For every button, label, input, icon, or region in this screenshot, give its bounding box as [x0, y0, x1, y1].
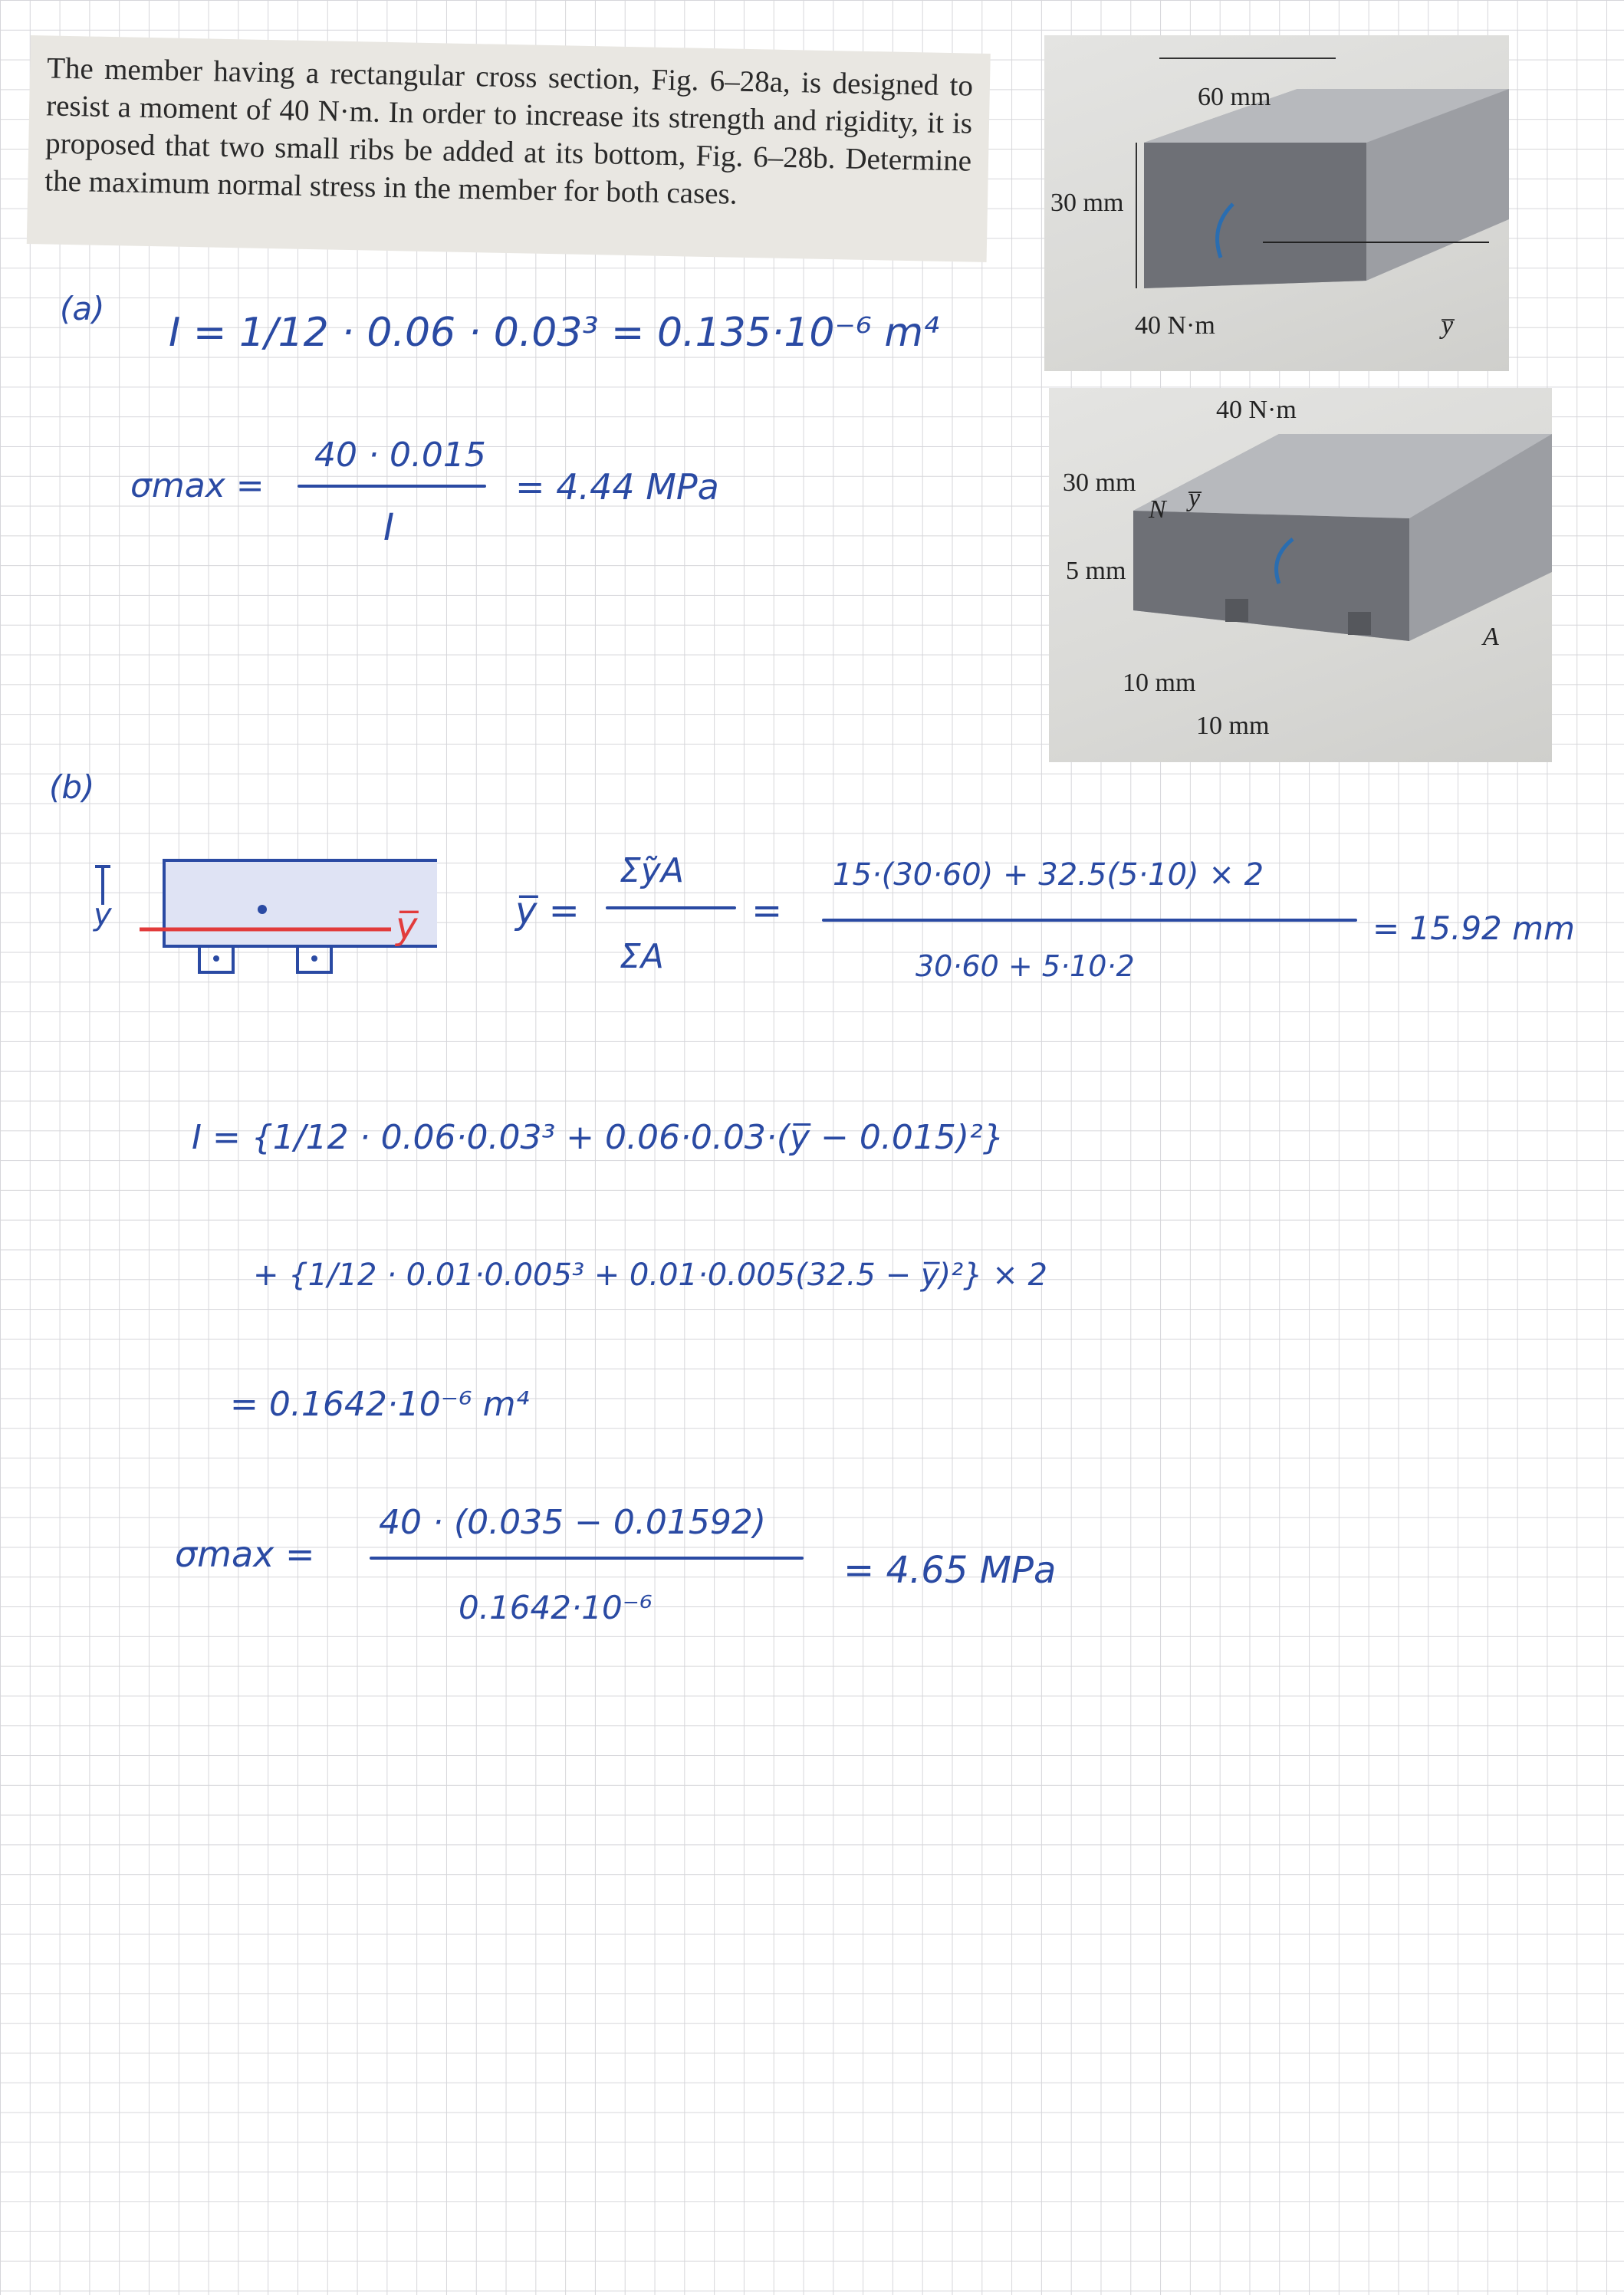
part-b-sigma-numerator: 40 · (0.035 − 0.01592): [379, 1503, 767, 1542]
part-b-inertia-result: = 0.1642·10⁻⁶ m⁴: [230, 1385, 530, 1424]
cross-section-sketch: [84, 851, 437, 989]
fig-a-width-label: 60 mm: [1198, 83, 1271, 111]
figure-b: [1049, 388, 1552, 762]
sketch-ybar-label: y̅: [396, 905, 418, 948]
ybar-denominator: ΣA: [620, 937, 664, 976]
problem-text: The member having a rectangular cross section, Fig. 6–28a, is designed to resist a moment of 40 N·m. In order to increase its strength and rigidity, it is proposed that two small ribs be added at its bottom, Fig. 6–28b. Determine the maximum normal stress in the member for both cases.: [44, 51, 974, 211]
ybar-numerator: ΣỹA: [620, 851, 684, 890]
part-b-sigma-denominator: 0.1642·10⁻⁶: [459, 1589, 653, 1626]
ybar-expr-denominator: 30·60 + 5·10·2: [916, 949, 1135, 983]
problem-statement: [27, 35, 991, 262]
fig-b-height-label: 30 mm: [1063, 469, 1136, 497]
fig-a-moment-label: 40 N·m: [1135, 311, 1215, 340]
ybar-result: = 15.92 mm: [1373, 909, 1575, 947]
ybar-equals: =: [751, 889, 783, 932]
fig-b-rib-width-1-label: 10 mm: [1123, 669, 1196, 697]
part-a-sigma-numerator: 40 · 0.015: [314, 436, 486, 475]
sketch-y-label: y: [94, 897, 112, 932]
ybar-expr-fraction-bar: [822, 919, 1357, 922]
ybar-fraction-bar: [606, 906, 736, 909]
fig-b-point-a-label: A: [1483, 623, 1499, 651]
fig-a-centroid-label: y̅: [1442, 311, 1454, 340]
part-a-inertia-line: I = 1/12 · 0.06 · 0.03³ = 0.135·10⁻⁶ m⁴: [169, 310, 939, 356]
part-a-sigma-denominator: I: [383, 506, 395, 549]
part-b-inertia-line-2: + {1/12 · 0.01·0.005³ + 0.01·0.005(32.5 − y̅)²} × 2: [253, 1258, 1047, 1293]
ybar-expr-numerator: 15·(30·60) + 32.5(5·10) × 2: [833, 857, 1264, 893]
fig-b-moment-label: 40 N·m: [1216, 396, 1297, 424]
part-b-inertia-line-1: I = {1/12 · 0.06·0.03³ + 0.06·0.03·(y̅ − 0.015)²}: [192, 1118, 1004, 1157]
fig-a-height-label: 30 mm: [1050, 189, 1124, 217]
ybar-lhs: y̅ =: [515, 889, 580, 932]
part-b-sigma-fraction-bar: [370, 1557, 804, 1560]
fig-b-centroid-label: y̅: [1188, 484, 1201, 512]
figure-a: [1044, 35, 1509, 371]
fig-b-rib-width-2-label: 10 mm: [1196, 712, 1270, 740]
fig-b-rib-height-label: 5 mm: [1066, 557, 1126, 585]
part-a-label: (a): [60, 290, 105, 327]
part-b-sigma-result: = 4.65 MPa: [843, 1549, 1057, 1592]
part-a-sigma-label: σmax =: [130, 466, 265, 505]
part-a-fraction-bar: [298, 485, 486, 488]
fig-b-neutral-axis-label: N: [1149, 495, 1166, 524]
part-b-label: (b): [49, 768, 95, 806]
part-a-sigma-result: = 4.44 MPa: [515, 466, 719, 508]
part-b-sigma-label: σmax =: [175, 1534, 315, 1575]
